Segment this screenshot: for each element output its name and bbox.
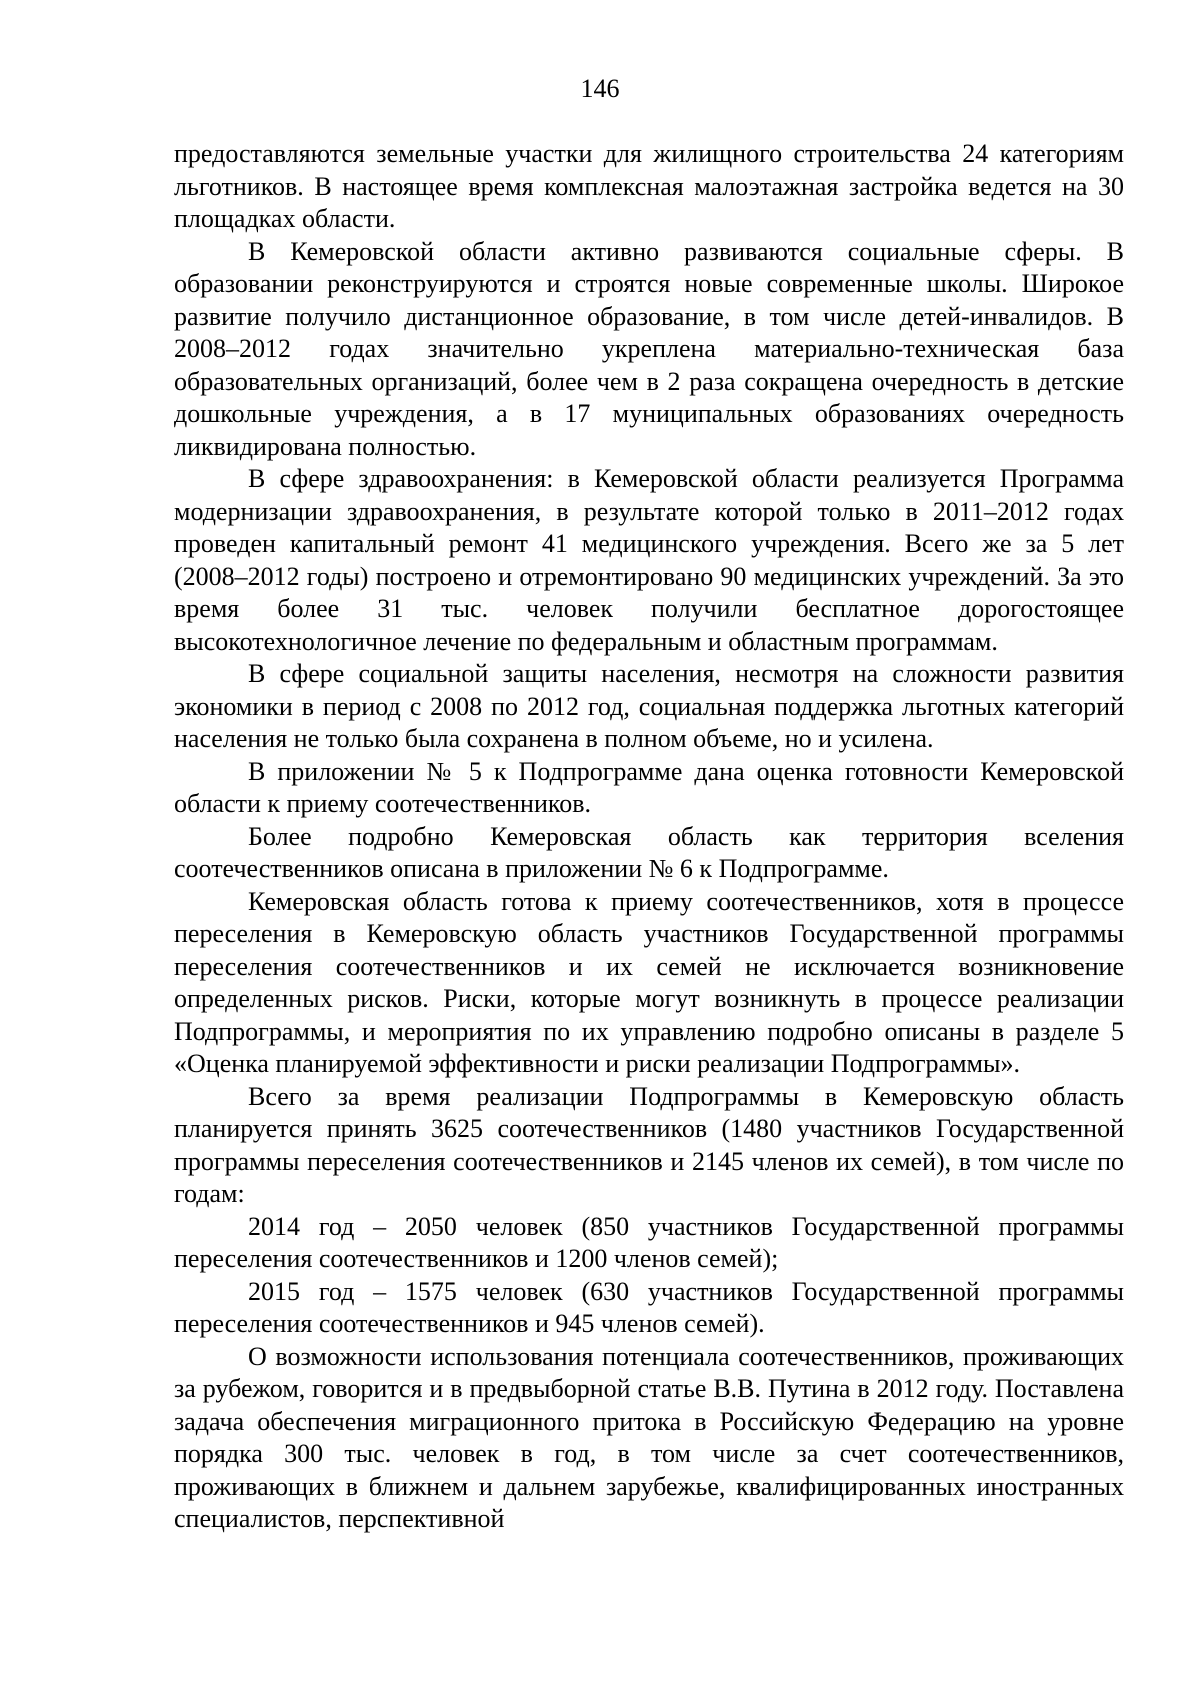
page-number: 146 xyxy=(580,74,620,103)
paragraph-social-sphere-education: В Кемеровской области активно развиваются социальные сферы. В образовании реконструируются и строятся новые современные школы. Широкое развитие получило дистанционное образование, в том числе детей-инвалидов. В 2008–2012 годах значительно укреплена материально-техническая база образовательных организаций, более чем в 2 раза сокращена очередность в детские дошкольные учреждения, а в 17 муниципальных образованиях очередность ликвидирована полностью. xyxy=(174,236,1124,461)
paragraph-planned-total: Всего за время реализации Подпрограммы в Кемеровскую область планируется принять 3625 соотечественников (1480 участников Государственной программы переселения соотечественников и 2145 членов их семей), в том числе по годам: xyxy=(174,1081,1124,1208)
paragraph-appendix-6: Более подробно Кемеровская область как территория вселения соотечественников описана в приложении № 6 к Подпрограмме. xyxy=(174,821,1124,883)
paragraph-year-2015: 2015 год – 1575 человек (630 участников Государственной программы переселения соотечественников и 945 членов семей). xyxy=(174,1276,1124,1338)
paragraph-land-plots: предоставляются земельные участки для жилищного строительства 24 категориям льготников. В настоящее время комплексная малоэтажная застройка ведется на 30 площадках области. xyxy=(174,139,1124,233)
paragraph-year-2014: 2014 год – 2050 человек (850 участников Государственной программы переселения соотечественников и 1200 членов семей); xyxy=(174,1211,1124,1273)
paragraph-readiness-risks: Кемеровская область готова к приему соотечественников, хотя в процессе переселения в Кемеровскую область участников Государственной программы переселения соотечественников и их семей не исключается возникновение определенных рисков. Риски, которые могут возникнуть в процессе реализации Подпрограммы, и мероприятия по их управлению подробно описаны в разделе 5 «Оценка планируемой эффективности и риски реализации Подпрограммы». xyxy=(174,886,1124,1078)
paragraph-appendix-5: В приложении № 5 к Подпрограмме дана оценка готовности Кемеровской области к приему соотечественников. xyxy=(174,756,1124,818)
document-body xyxy=(174,138,1124,1536)
paragraph-healthcare: В сфере здравоохранения: в Кемеровской области реализуется Программа модернизации здравоохранения, в результате которой только в 2011–2012 годах проведен капитальный ремонт 41 медицинского учреждения. Всего же за 5 лет (2008–2012 годы) построено и отремонтировано 90 медицинских учреждений. За это время более 31 тыс. человек получили бесплатное дорогостоящее высокотехнологичное лечение по федеральным и областным программам. xyxy=(174,464,1124,656)
paragraph-compatriots-potential: О возможности использования потенциала соотечественников, проживающих за рубежом, говорится и в предвыборной статье В.В. Путина в 2012 году. Поставлена задача обеспечения миграционного притока в Российскую Федерацию на уровне порядка 300 тыс. человек в год, в том числе за счет соотечественников, проживающих в ближнем и дальнем зарубежье, квалифицированных иностранных специалистов, перспективной xyxy=(174,1341,1124,1533)
paragraph-social-protection: В сфере социальной защиты населения, несмотря на сложности развития экономики в период с 2008 по 2012 год, социальная поддержка льготных категорий населения не только была сохранена в полном объеме, но и усилена. xyxy=(174,659,1124,753)
